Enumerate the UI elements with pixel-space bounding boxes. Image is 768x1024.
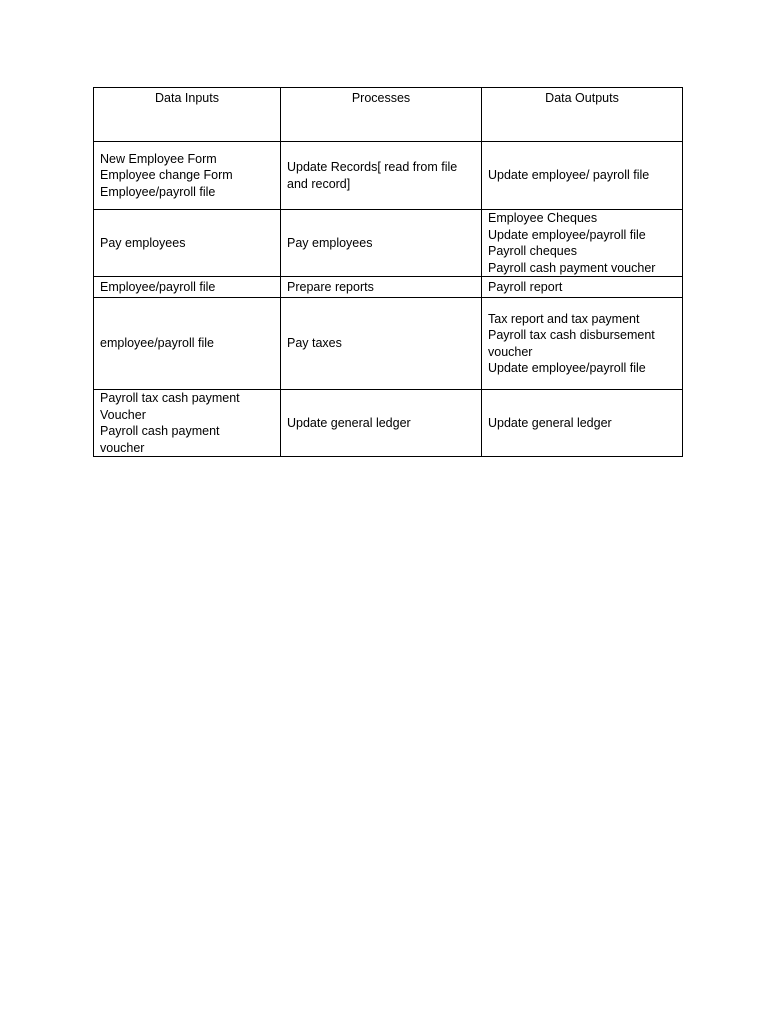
cell-line: Update Records[ read from file (287, 160, 458, 174)
cell-line: Pay employees (287, 235, 373, 250)
cell-line: Payroll report (488, 279, 563, 294)
cell-line: Payroll cheques (488, 244, 577, 258)
cell-line: Employee Cheques (488, 211, 598, 225)
cell-line: employee/payroll file (100, 336, 214, 351)
cell-line: Payroll cash payment (100, 424, 220, 438)
cell-outputs (482, 277, 683, 298)
cell-process (281, 277, 482, 298)
cell-line: Pay taxes (287, 336, 342, 351)
cell-line: Voucher (100, 407, 146, 422)
header-data-outputs: Data Outputs (482, 88, 683, 142)
cell-line: Update general ledger (488, 415, 612, 430)
cell-process (281, 210, 482, 277)
table-row (94, 277, 683, 298)
cell-process (281, 390, 482, 457)
cell-line: New Employee Form (100, 151, 217, 166)
cell-inputs (94, 142, 281, 210)
table-row (94, 390, 683, 457)
cell-line: Employee/payroll file (100, 184, 216, 199)
cell-inputs (94, 277, 281, 298)
header-data-inputs: Data Inputs (94, 88, 281, 142)
header-processes: Processes (281, 88, 482, 142)
cell-line: Payroll tax cash disbursement (488, 328, 655, 342)
cell-inputs (94, 390, 281, 457)
cell-line: and record] (287, 176, 351, 191)
cell-line: Payroll cash payment voucher (488, 260, 656, 275)
cell-process (281, 298, 482, 390)
cell-outputs (482, 210, 683, 277)
cell-line: Update employee/payroll file (488, 227, 646, 242)
cell-line: voucher (100, 440, 145, 455)
cell-outputs (482, 298, 683, 390)
cell-line: Pay employees (100, 235, 186, 250)
cell-line: Tax report and tax payment (488, 311, 640, 326)
table-header-row (94, 88, 683, 142)
cell-line: voucher (488, 344, 533, 359)
cell-line: Update employee/ payroll file (488, 168, 650, 183)
cell-inputs (94, 210, 281, 277)
cell-line: Payroll tax cash payment (100, 391, 240, 405)
table-row (94, 210, 683, 277)
cell-outputs (482, 142, 683, 210)
cell-inputs (94, 298, 281, 390)
cell-line: Prepare reports (287, 279, 374, 294)
cell-process (281, 142, 482, 210)
table-row (94, 142, 683, 210)
table-row (94, 298, 683, 390)
cell-line: Employee/payroll file (100, 279, 216, 294)
cell-line: Update general ledger (287, 415, 411, 430)
cell-outputs (482, 390, 683, 457)
cell-line: Update employee/payroll file (488, 361, 646, 375)
data-flow-table (93, 87, 683, 457)
cell-line: Employee change Form (100, 168, 233, 183)
